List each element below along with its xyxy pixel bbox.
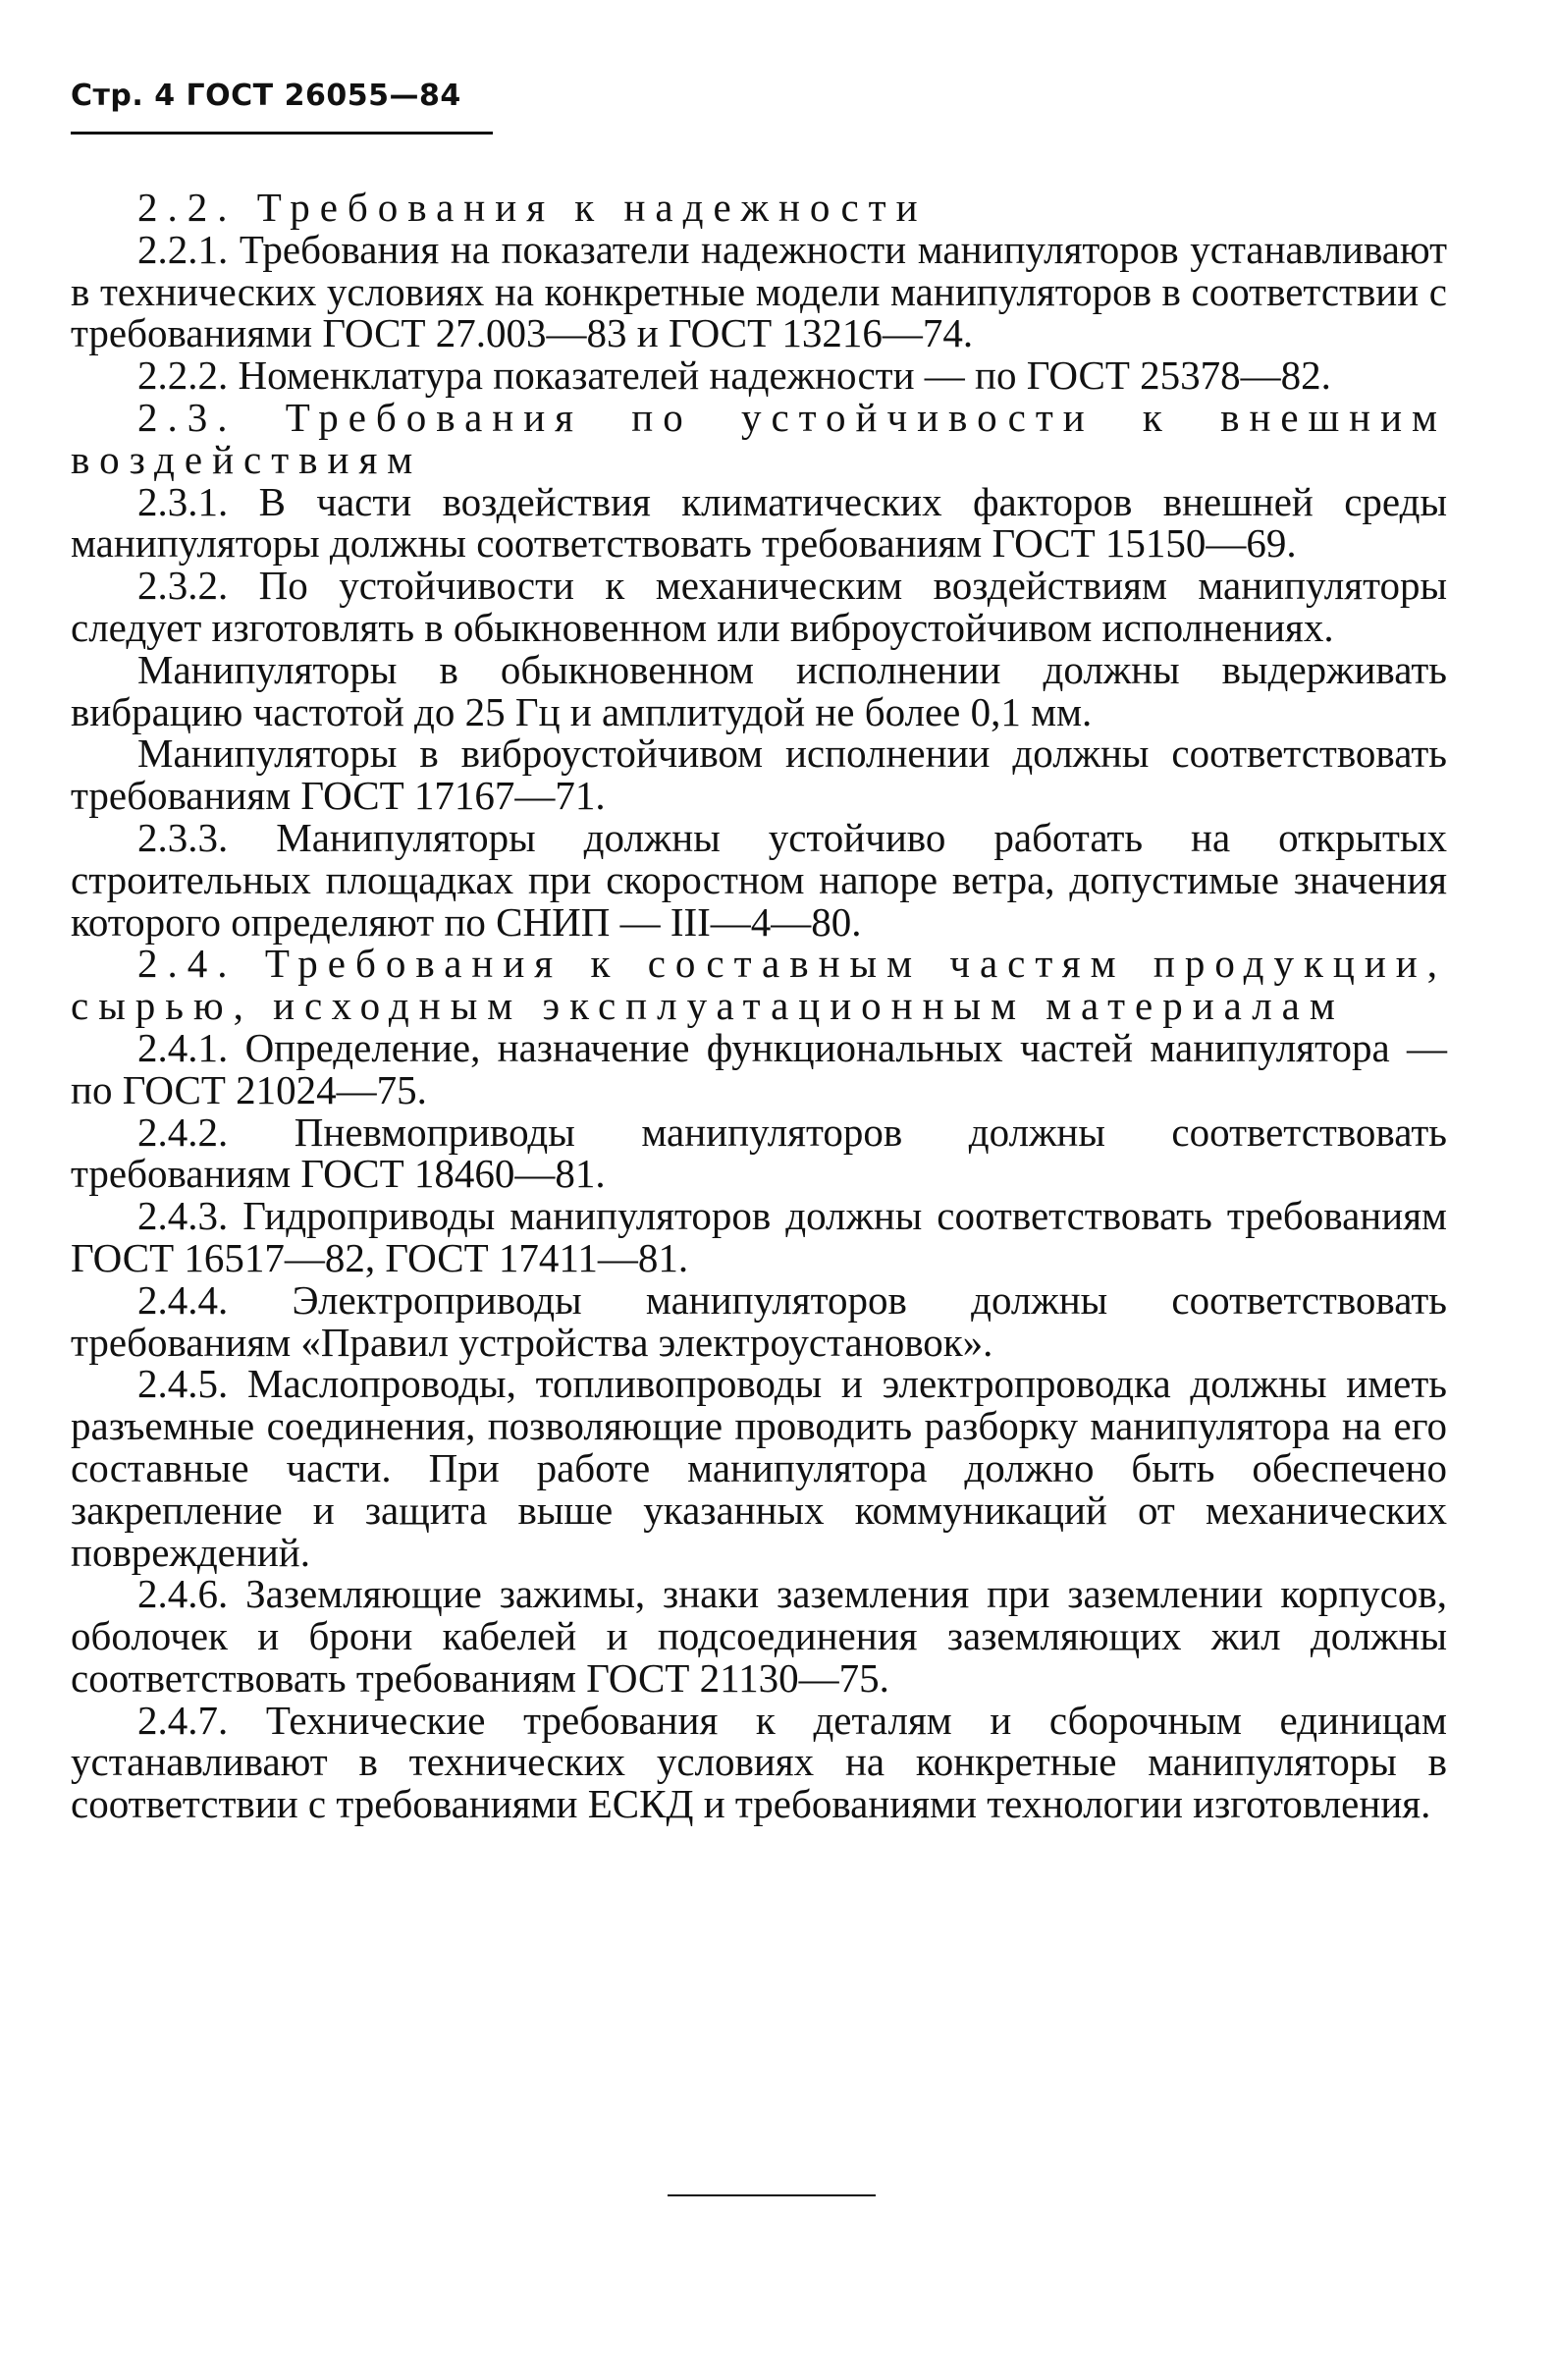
paragraph-2-3-2: 2.3.2. По устойчивости к механическим воздействиям манипуляторы следует изготовлять в обыкновенном или виброустойчивом исполнениях. [71,563,1447,650]
paragraph-2-3-2-ordinary: Манипуляторы в обыкновенном исполнении должны выдерживать вибрацию частотой до 25 Гц и амплитудой не более 0,1 мм. [71,646,1447,734]
paragraph-2-4-7: 2.4.7. Технические требования к деталям и сборочным единицам устанавливают в технических условиях на конкретные манипуляторы в соответствии с требованиями ЕСКД и требованиями технологии изготовления. [71,1697,1447,1827]
page-header: Стр. 4 ГОСТ 26055—84 [71,79,461,113]
document-body [71,187,1447,1825]
paragraph-2-4-5: 2.4.5. Маслопроводы, топливопроводы и электропроводка должны иметь разъемные соединения, позволяющие проводить разборку манипулятора на его составные части. При работе манипулятора должно быть обеспечено закрепление и защита выше указанных коммуникаций от механических повреждений. [71,1361,1447,1575]
header-rule [71,132,493,135]
section-heading-2-2: 2.2. Требования к надежности [137,185,928,230]
section-heading-2-3: 2.3. Требования по устойчивости к внешним воздействиям [71,394,1447,482]
paragraph-2-2-1: 2.2.1. Требования на показатели надежности манипуляторов устанавливают в технических условиях на конкретные модели манипуляторов в соответствии с требованиями ГОСТ 27.003—83 и ГОСТ 13216—74. [71,226,1447,356]
paragraph-2-3-3: 2.3.3. Манипуляторы должны устойчиво работать на открытых строительных площадках при скоростном напоре ветра, допустимые значения которого определяют по СНИП — III—4—80. [71,814,1447,945]
paragraph-2-3-2-vibration: Манипуляторы в виброустойчивом исполнении должны соответствовать требованиям ГОСТ 17167—71. [71,730,1447,819]
paragraph-2-4-4: 2.4.4. Электроприводы манипуляторов должны соответствовать требованиям «Правил устройства электроустановок». [71,1276,1447,1365]
paragraph-2-2-2: 2.2.2. Номенклатура показателей надежности — по ГОСТ 25378—82. [137,352,1331,399]
paragraph-2-4-6: 2.4.6. Заземляющие зажимы, знаки заземления при заземлении корпусов, оболочек и брони кабелей и подсоединения заземляющих жил должны соответствовать требованиям ГОСТ 21130—75. [71,1571,1447,1701]
paragraph-2-4-2: 2.4.2. Пневмоприводы манипуляторов должны соответствовать требованиям ГОСТ 18460—81. [71,1109,1447,1197]
paragraph-2-3-1: 2.3.1. В части воздействия климатических факторов внешней среды манипуляторы должны соответствовать требованиям ГОСТ 15150—69. [71,478,1447,567]
paragraph-2-4-3: 2.4.3. Гидроприводы манипуляторов должны соответствовать требованиям ГОСТ 16517—82, ГОСТ 17411—81. [71,1193,1447,1280]
paragraph-2-4-1: 2.4.1. Определение, назначение функциональных частей манипулятора — по ГОСТ 21024—75. [71,1024,1447,1112]
end-rule [668,2194,876,2196]
section-heading-2-4: 2.4. Требования к составным частям продукции, сырью, исходным эксплуатационным материалам [71,941,1447,1029]
